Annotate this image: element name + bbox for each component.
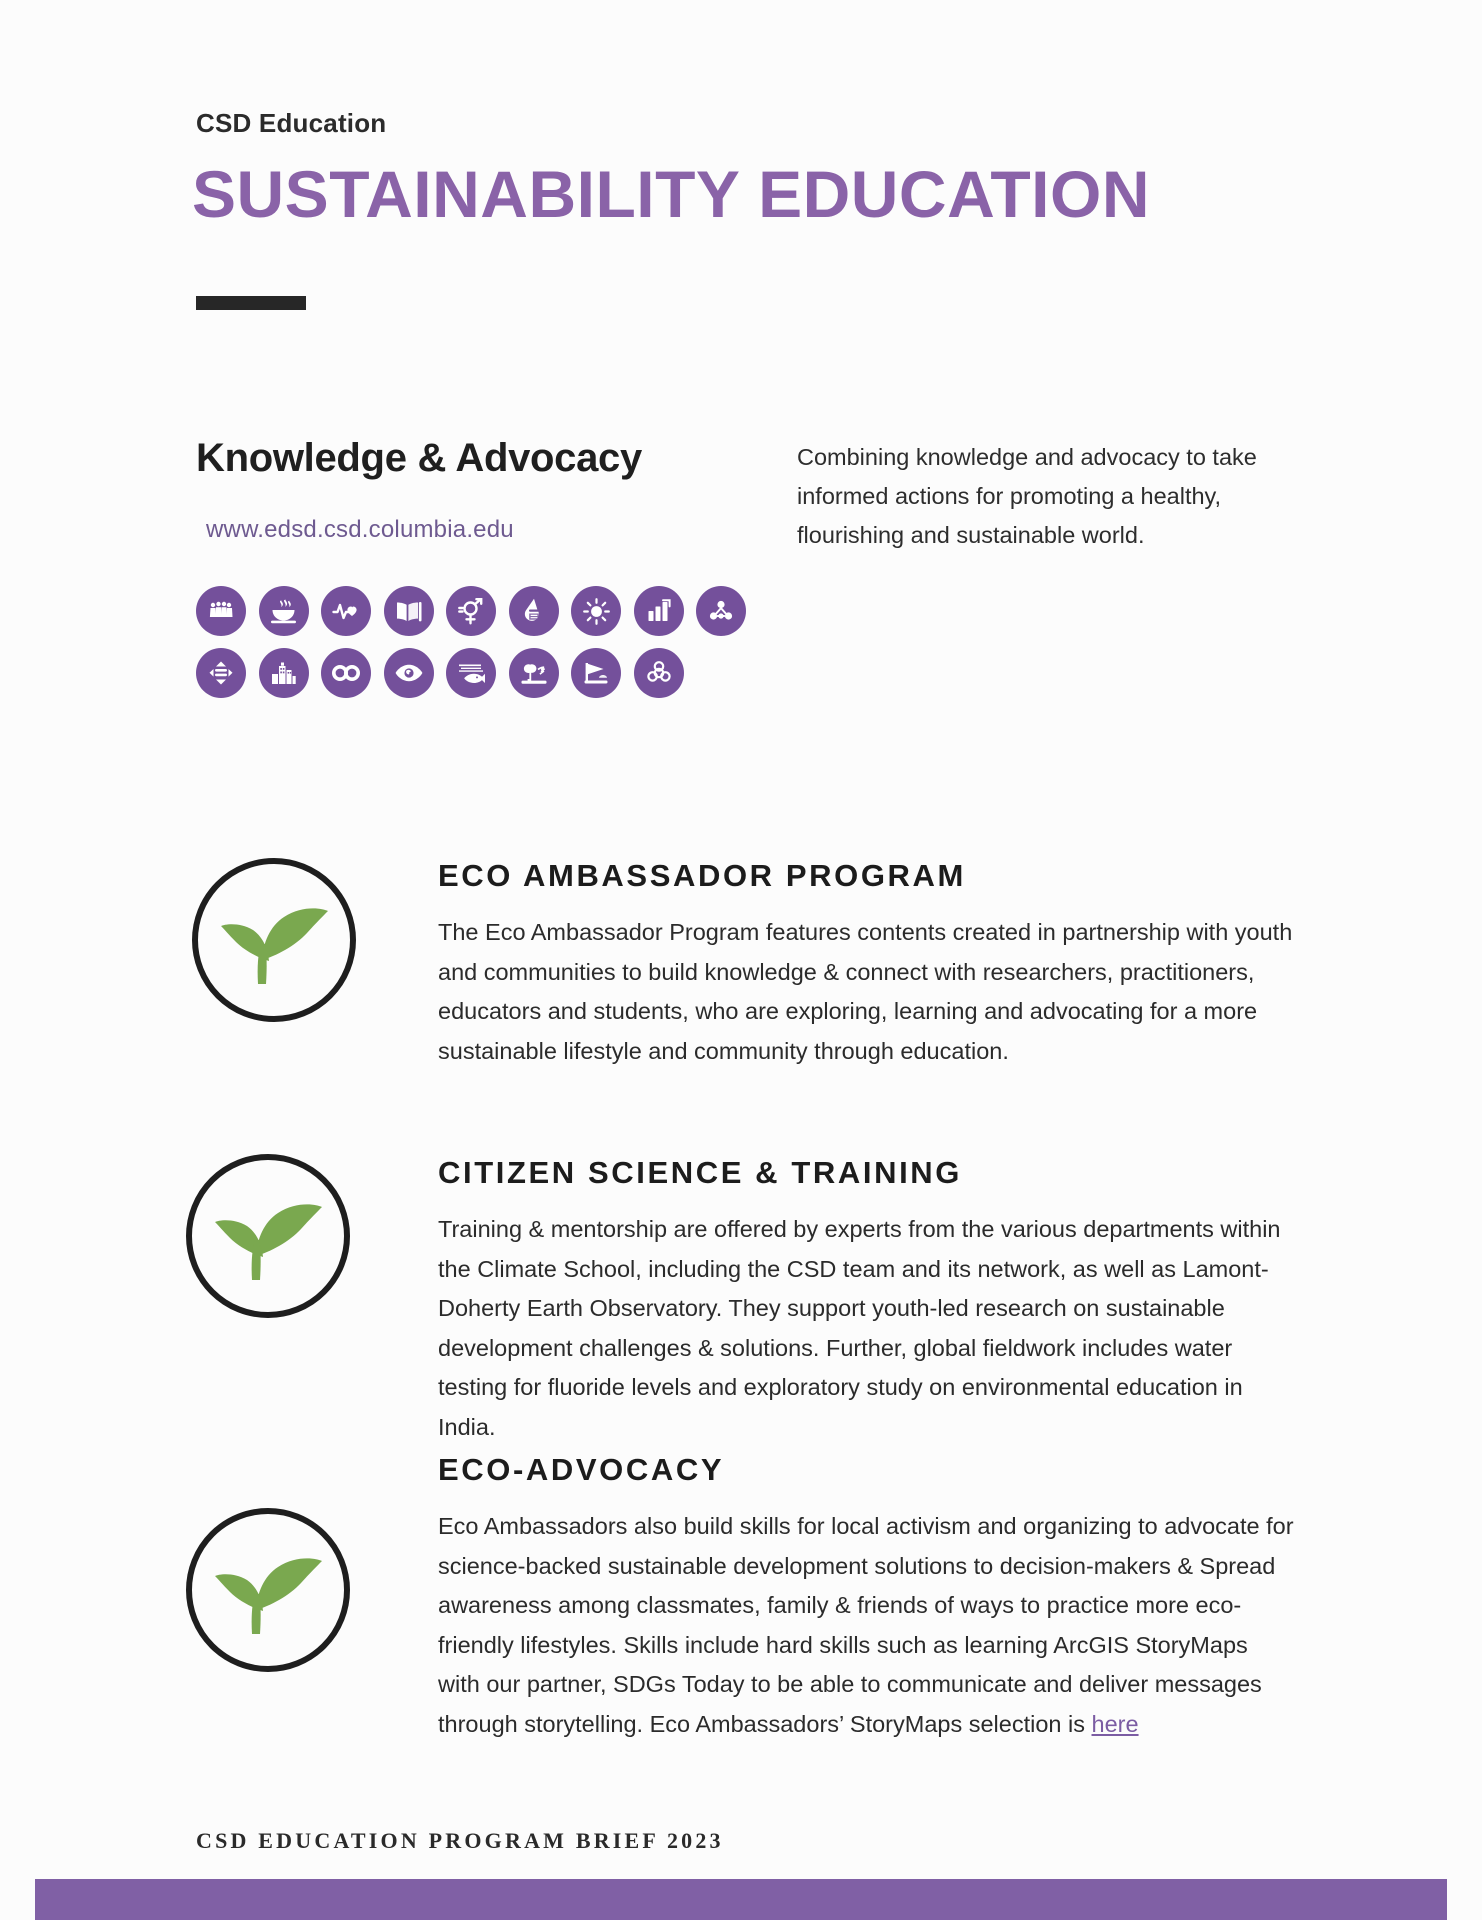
quality-education-icon	[384, 586, 434, 636]
eyebrow-label: CSD Education	[196, 108, 387, 138]
sdg-icon-grid	[196, 586, 766, 710]
responsible-consumption-icon	[321, 648, 371, 698]
partnerships-icon	[634, 648, 684, 698]
reduced-inequalities-icon	[196, 648, 246, 698]
section-heading: CITIZEN SCIENCE & TRAINING	[438, 1155, 963, 1190]
clean-water-icon	[509, 586, 559, 636]
sprout-leaf-icon	[186, 1154, 350, 1318]
good-health-icon	[321, 586, 371, 636]
section-body: The Eco Ambassador Program features contents created in partnership with youth and communities to build knowledge & connect with researchers, practitioners, educators and students, who are exploring, learning and advocating for a more sustainable lifestyle and community through education.	[438, 919, 1293, 1064]
sdg-icon-row-1	[196, 586, 766, 636]
leaf-glyph	[215, 888, 333, 992]
program-website-link[interactable]: www.edsd.csd.columbia.edu	[206, 516, 514, 543]
section-body: Training & mentorship are offered by experts from the various departments within the Climate School, including the CSD team and its network, as well as Lamont-Doherty Earth Observatory. They support youth-led research on sustainable development challenges & solutions. Further, global fieldwork includes water testing for fluoride levels and exploratory study on environmental education in India.	[438, 1216, 1281, 1440]
sdg-icon-row-2	[196, 648, 766, 698]
sprout-leaf-icon	[186, 1508, 350, 1672]
storymaps-here-link[interactable]: here	[1091, 1710, 1139, 1737]
leaf-glyph	[209, 1538, 327, 1642]
affordable-energy-icon	[571, 586, 621, 636]
gender-equality-icon	[446, 586, 496, 636]
section-body	[438, 1507, 1296, 1745]
section-heading: ECO-ADVOCACY	[438, 1452, 725, 1487]
footer-caption: CSD EDUCATION PROGRAM BRIEF 2023	[196, 1828, 724, 1853]
page-title: SUSTAINABILITY EDUCATION	[192, 157, 1151, 231]
zero-hunger-icon	[259, 586, 309, 636]
industry-innovation-icon	[696, 586, 746, 636]
knowledge-advocacy-heading: Knowledge & Advocacy	[196, 436, 642, 480]
life-on-land-icon	[509, 648, 559, 698]
leaf-glyph	[209, 1184, 327, 1288]
decent-work-icon	[634, 586, 684, 636]
climate-action-icon	[384, 648, 434, 698]
section-body-text: Eco Ambassadors also build skills for local activism and organizing to advocate for science-backed sustainable development solutions to decision-makers & Spread awareness among classmates, family & friends of ways to practice more eco-friendly lifestyles. Skills include hard skills such as learning ArcGIS StoryMaps with our partner, SDGs Today to be able to communicate and deliver messages through storytelling. Eco Ambassadors’ StoryMaps selection is	[438, 1513, 1294, 1737]
sprout-leaf-icon	[192, 858, 356, 1022]
no-poverty-icon	[196, 586, 246, 636]
sustainable-cities-icon	[259, 648, 309, 698]
footer-accent-bar	[35, 1879, 1447, 1920]
section-heading: ECO AMBASSADOR PROGRAM	[438, 858, 966, 893]
life-below-water-icon	[446, 648, 496, 698]
peace-justice-icon	[571, 648, 621, 698]
title-divider-rule	[196, 296, 306, 310]
intro-paragraph: Combining knowledge and advocacy to take informed actions for promoting a healthy, flourishing and sustainable world.	[797, 444, 1257, 548]
